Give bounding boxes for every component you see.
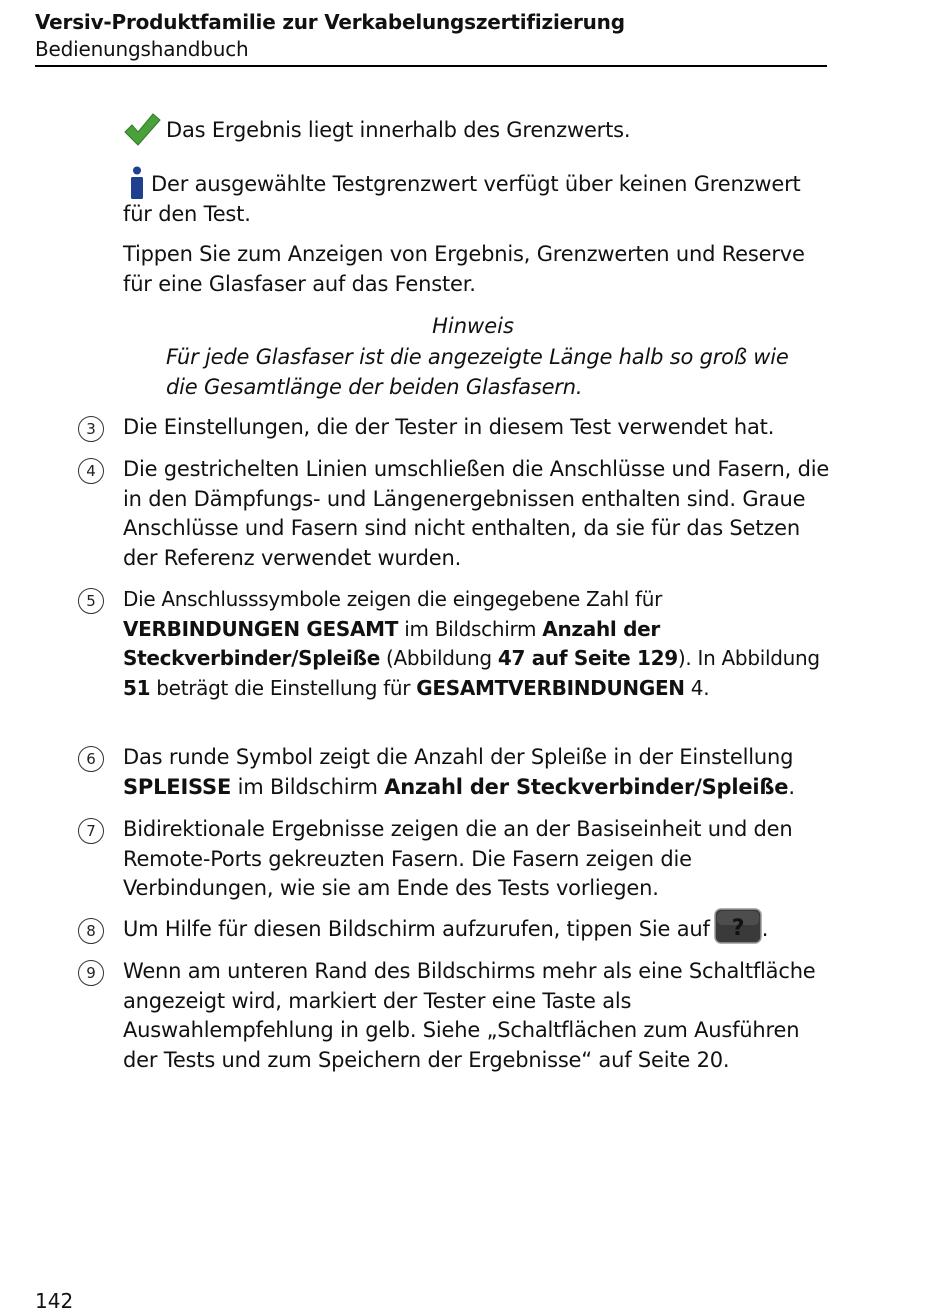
callout-5: 5 — [78, 588, 104, 614]
info-description: Der ausgewählte Testgrenzwert verfügt über keinen Grenzwert für den Test. — [123, 172, 801, 226]
svg-text:?: ? — [731, 916, 744, 941]
item-7-text: Bidirektionale Ergebnisse zeigen die an der Basiseinheit und den Remote-Ports gekreuzten Fasern. Die Fasern zeigen die Verbindungen, wie sie am Ende des Tests vorliegen. — [123, 817, 793, 900]
checkmark-icon — [123, 110, 161, 148]
page-number: 142 — [35, 1289, 74, 1313]
document-title: Versiv-Produktfamilie zur Verkabelungszertifizierung — [35, 10, 625, 34]
callout-6: 6 — [78, 746, 104, 772]
help-button-icon — [714, 908, 762, 944]
callout-7: 7 — [78, 818, 104, 844]
note-body: Für jede Glasfaser ist die angezeigte Länge halb so groß wie die Gesamtlänge der beiden Glasfasern. — [166, 345, 789, 399]
tap-instruction: Tippen Sie zum Anzeigen von Ergebnis, Grenzwerten und Reserve für eine Glasfaser auf das Fenster. — [123, 242, 805, 296]
item-3-text: Die Einstellungen, die der Tester in diesem Test verwendet hat. — [123, 415, 775, 439]
document-subtitle: Bedienungshandbuch — [35, 37, 249, 61]
pass-description: Das Ergebnis liegt innerhalb des Grenzwerts. — [166, 118, 631, 142]
item-6-text: Das runde Symbol zeigt die Anzahl der Spleiße in der Einstellung SPLEISSE im Bildschirm Anzahl der Steckverbinder/Spleiße. — [123, 745, 795, 799]
header-rule — [35, 65, 827, 67]
callout-4: 4 — [78, 458, 104, 484]
note-heading: Hinweis — [432, 314, 514, 338]
item-8-text: Um Hilfe für diesen Bildschirm aufzurufen, tippen Sie auf ? . — [123, 915, 833, 945]
item-5-text: Die Anschlusssymbole zeigen die eingegebene Zahl für VERBINDUNGEN GESAMT im Bildschirm Anzahl der Steckverbinder/Spleiße (Abbildung 47 auf Seite 129). In Abbildung 51 beträgt die Einstellung für GESAMTVERBINDUNGEN 4. — [123, 587, 820, 700]
callout-9: 9 — [78, 960, 104, 986]
item-4-text: Die gestrichelten Linien umschließen die Anschlüsse und Fasern, die in den Dämpfungs- und Längenergebnissen enthalten sind. Graue Anschlüsse und Fasern sind nicht enthalten, da sie für das Setzen der Referenz verwendet wurden. — [123, 457, 830, 570]
running-header — [35, 9, 827, 63]
callout-8: 8 — [78, 918, 104, 944]
callout-3: 3 — [78, 416, 104, 442]
item-9-text: Wenn am unteren Rand des Bildschirms mehr als eine Schaltfläche angezeigt wird, markiert der Tester eine Taste als Auswahlempfehlung in gelb. Siehe „Schaltflächen zum Ausführen der Tests und zum Speichern der Ergebnisse“ auf Seite 20. — [123, 959, 816, 1072]
